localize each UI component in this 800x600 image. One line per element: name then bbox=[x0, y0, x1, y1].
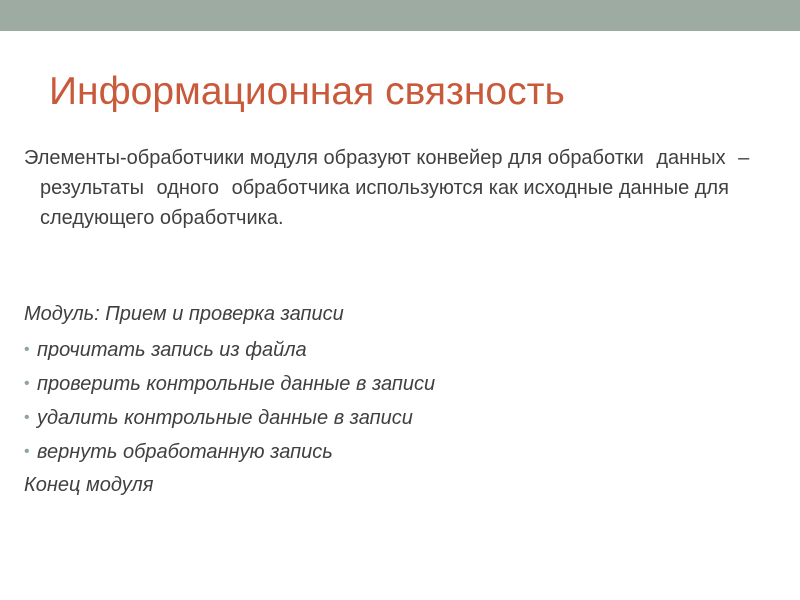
paragraph-part-2: обработки данных – результаты одного обработчика bbox=[40, 147, 750, 199]
description-paragraph bbox=[24, 143, 780, 233]
module-steps-list bbox=[24, 333, 435, 469]
bullet-icon: • bbox=[24, 443, 30, 460]
list-item bbox=[24, 401, 435, 435]
paragraph-part-1: Элементы-обработчики модуля образуют конвейер для bbox=[24, 147, 543, 169]
paragraph-part-3: используются как исходные данные для следующего обработчика. bbox=[40, 177, 729, 229]
top-bar bbox=[0, 0, 800, 31]
step-text: удалить контрольные данные в записи bbox=[37, 406, 413, 429]
module-end: Конец модуля bbox=[24, 474, 154, 496]
bullet-icon: • bbox=[24, 375, 30, 392]
slide-title: Информационная связность bbox=[49, 70, 565, 113]
list-item bbox=[24, 435, 435, 469]
step-text: проверить контрольные данные в записи bbox=[37, 372, 436, 395]
bullet-icon: • bbox=[24, 341, 30, 358]
bullet-icon: • bbox=[24, 409, 30, 426]
list-item bbox=[24, 367, 435, 401]
list-item bbox=[24, 333, 435, 367]
step-text: прочитать запись из файла bbox=[37, 338, 307, 361]
step-text: вернуть обработанную запись bbox=[37, 440, 333, 463]
module-header: Модуль: Прием и проверка записи bbox=[24, 303, 344, 325]
